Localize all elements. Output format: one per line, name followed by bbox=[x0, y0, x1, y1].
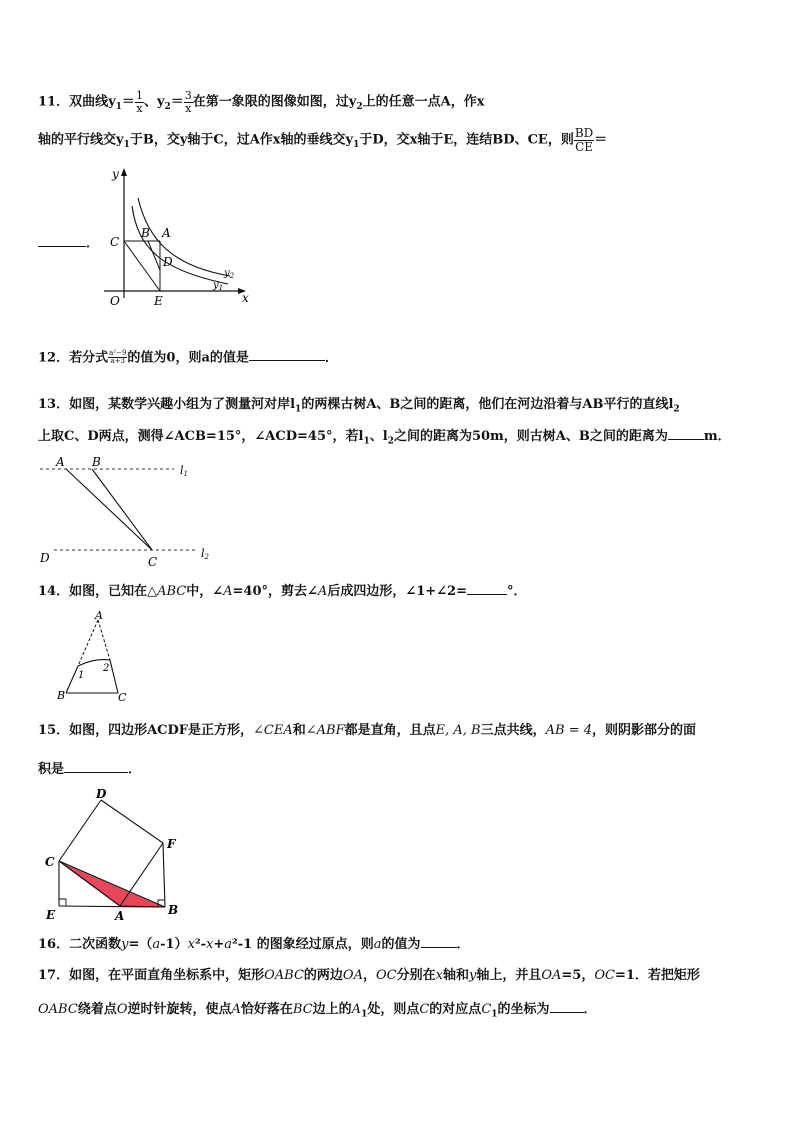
q11-text: 于D，交x轴于E，连结BD、CE，则 bbox=[359, 132, 574, 148]
q15-math: ∠ABF bbox=[305, 723, 345, 738]
q11-sub: 1 bbox=[115, 102, 122, 113]
q16-period: ． bbox=[456, 937, 470, 952]
q17-text: ， bbox=[362, 968, 376, 983]
q11-eq: ＝ bbox=[121, 94, 135, 110]
q14-text: 后成四边形，∠1+∠2= bbox=[327, 584, 467, 599]
q15-text: ，则阴影部分的面 bbox=[592, 723, 697, 738]
q17-math: OA bbox=[541, 968, 562, 983]
q12-period: ． bbox=[324, 350, 338, 366]
q11-text: 、y bbox=[143, 94, 165, 110]
q17-math: OABC bbox=[264, 968, 304, 983]
q17-text: 轴和 bbox=[442, 968, 469, 983]
frac-num: 3 bbox=[184, 89, 192, 102]
q11-eq: ＝ bbox=[594, 132, 608, 148]
q13-unit: m． bbox=[703, 429, 731, 444]
frac-num: a²−9 bbox=[109, 349, 127, 357]
q14-text: 中，∠ bbox=[186, 584, 224, 599]
label-l2: l2 bbox=[201, 547, 209, 561]
q17-text: 逆时针旋转，使点 bbox=[127, 1002, 232, 1017]
q16-text: 二次函数 bbox=[69, 937, 122, 952]
q17-text: 如图，在平面直角坐标系中，矩形 bbox=[69, 968, 265, 983]
label-y1: $y_1$ bbox=[213, 280, 224, 292]
q16-math: x bbox=[206, 937, 214, 952]
q16-text: 的值为 bbox=[381, 937, 421, 952]
q16-line bbox=[38, 937, 470, 951]
q17-math: A bbox=[351, 1002, 362, 1017]
label-C: C bbox=[118, 691, 127, 704]
q12-text: 若分式 bbox=[69, 350, 109, 366]
label-A: A bbox=[56, 455, 65, 469]
q11-number: 11． bbox=[38, 94, 70, 110]
label-y2: $y_2$ bbox=[224, 268, 235, 280]
q13-text: 、l bbox=[369, 429, 388, 444]
q11-eq: ＝ bbox=[170, 94, 184, 110]
label-E: E bbox=[46, 908, 56, 922]
q15-text: 三点共线， bbox=[480, 723, 546, 738]
q14-text: =40°，剪去∠ bbox=[232, 584, 318, 599]
q14-math: A bbox=[317, 584, 328, 599]
label-B: B bbox=[168, 903, 179, 917]
q17-text: =1．若把矩形 bbox=[614, 968, 700, 983]
label-D: D bbox=[163, 255, 173, 269]
q17-text: 的对应点 bbox=[429, 1002, 482, 1017]
q15-text: 积是 bbox=[38, 762, 65, 777]
label-B: B bbox=[57, 689, 66, 702]
q16-text: + bbox=[213, 937, 225, 952]
frac-den: x bbox=[136, 101, 143, 115]
q17-math: C bbox=[481, 1002, 492, 1017]
label-D: D bbox=[96, 787, 107, 801]
side-DF bbox=[101, 800, 163, 843]
label-E: E bbox=[154, 294, 163, 308]
q11-sub: 2 bbox=[164, 102, 171, 113]
label-C: C bbox=[45, 855, 55, 869]
q16-text: -1） bbox=[160, 937, 188, 952]
q15-text: 都是直角，且点 bbox=[344, 723, 436, 738]
label-y: y bbox=[112, 167, 119, 181]
q16-math: a bbox=[152, 937, 161, 952]
q17-math: OA bbox=[342, 968, 363, 983]
label-A: A bbox=[115, 909, 125, 923]
answer-blank[interactable] bbox=[421, 937, 457, 948]
q17-math: OC bbox=[375, 968, 397, 983]
q11-text: 在第一象限的图像如图，过y bbox=[192, 94, 357, 110]
q11-text: 上的任意一点A，作x bbox=[362, 94, 485, 110]
label-angle-1: 1 bbox=[78, 670, 85, 681]
label-A: A bbox=[162, 226, 171, 240]
q17-math: A bbox=[231, 1002, 241, 1017]
q17-text: 分别在 bbox=[396, 968, 436, 983]
q13-text: 之间的距离为50m，则古树A、B之间的距离为 bbox=[393, 429, 668, 444]
q16-text: =（ bbox=[128, 937, 153, 952]
q14-math: A bbox=[223, 584, 233, 599]
q15-number: 15． bbox=[38, 723, 70, 738]
q17-math: OC bbox=[594, 968, 615, 983]
q15-math: ∠CEA bbox=[253, 723, 293, 738]
q11-period: ． bbox=[86, 236, 100, 251]
q17-text: 恰好落在 bbox=[240, 1002, 293, 1017]
label-A: A bbox=[95, 609, 103, 622]
q17-text: 轴上，并且 bbox=[476, 968, 542, 983]
q17-line2 bbox=[38, 1002, 597, 1020]
q11-text: 双曲线y bbox=[69, 94, 116, 110]
right-angle-E bbox=[59, 899, 66, 906]
label-F: F bbox=[167, 837, 176, 851]
q14-text: 如图，已知在△ bbox=[69, 584, 158, 599]
q14-number: 14． bbox=[38, 584, 70, 599]
q16-math: x bbox=[187, 937, 195, 952]
q15-math: E, A, B bbox=[435, 723, 481, 738]
q17-text: 边上的 bbox=[312, 1002, 352, 1017]
q13-text: 如图，某数学兴趣小组为了测量河对岸l bbox=[69, 397, 296, 412]
q17-math: C bbox=[419, 1002, 430, 1017]
q13-sub: 2 bbox=[673, 404, 680, 415]
q17-text: 的两边 bbox=[303, 968, 343, 983]
q11-sub: 1 bbox=[353, 140, 360, 151]
frac-num: 1 bbox=[135, 89, 143, 102]
q17-text: 处，则点 bbox=[367, 1002, 420, 1017]
q16-math: a bbox=[373, 937, 382, 952]
frac-den: CE bbox=[575, 139, 594, 154]
q15-text: 如图，四边形ACDF是正方形， bbox=[69, 723, 254, 738]
q11-sub: 2 bbox=[356, 102, 363, 113]
q15-text: 和 bbox=[292, 723, 306, 738]
q16-text: ²- bbox=[194, 937, 207, 952]
q17-math: OABC bbox=[38, 1002, 78, 1017]
q17-number: 17． bbox=[38, 968, 70, 983]
label-x: x bbox=[242, 291, 249, 305]
q11-text: 于B，交y轴于C，过A作x轴的垂线交y bbox=[129, 132, 354, 148]
q14-unit: °． bbox=[506, 584, 527, 599]
q13-sub: 1 bbox=[363, 436, 370, 447]
label-B: B bbox=[92, 455, 101, 469]
q17-sub: 1 bbox=[361, 1009, 368, 1020]
q12-number: 12． bbox=[38, 350, 70, 366]
q16-math: y bbox=[121, 937, 129, 952]
label-D: D bbox=[40, 551, 50, 565]
label-O: O bbox=[110, 294, 120, 308]
label-angle-2: 2 bbox=[103, 663, 110, 674]
q16-number: 16． bbox=[38, 937, 70, 952]
frac-den: a+3 bbox=[110, 357, 126, 366]
label-l1: l1 bbox=[180, 464, 188, 478]
q17-sub: 1 bbox=[491, 1009, 498, 1020]
q17-line1 bbox=[38, 969, 700, 982]
q13-text: 上取C、D两点，测得∠ACB=15°，∠ACD=45°，若l bbox=[38, 429, 364, 444]
q17-math: BC bbox=[292, 1002, 313, 1017]
q14-math: ABC bbox=[157, 584, 187, 599]
q15-period: ． bbox=[128, 762, 142, 777]
q13-sub: 2 bbox=[387, 436, 394, 447]
q17-math: x bbox=[435, 968, 443, 983]
label-B: B bbox=[141, 226, 150, 240]
q13-number: 13． bbox=[38, 397, 70, 412]
segment-FB bbox=[163, 843, 165, 907]
q17-period: ． bbox=[583, 1002, 597, 1017]
q16-math: a bbox=[224, 937, 233, 952]
q15-math: AB = 4 bbox=[545, 723, 592, 738]
frac-num: BD bbox=[574, 126, 594, 140]
q17-text: 的坐标为 bbox=[497, 1002, 550, 1017]
q13-sub: 1 bbox=[295, 404, 302, 415]
q16-text: ²-1 的图象经过原点，则 bbox=[232, 937, 374, 952]
q17-math: O bbox=[116, 1002, 128, 1017]
q17-text: =5， bbox=[561, 968, 595, 983]
q12-text: 的值为0，则a的值是 bbox=[127, 350, 249, 366]
label-C: C bbox=[110, 235, 120, 249]
q11-text: 轴的平行线交y bbox=[38, 132, 124, 148]
frac-den: x bbox=[185, 101, 192, 115]
label-C: C bbox=[148, 555, 158, 569]
answer-blank[interactable] bbox=[550, 1002, 584, 1013]
side-CD bbox=[59, 800, 101, 861]
q11-sub: 1 bbox=[123, 140, 130, 151]
q17-math: y bbox=[468, 968, 477, 983]
q13-text: 的两棵古树A、B之间的距离，他们在河边沿着与AB平行的直线l bbox=[301, 397, 674, 412]
q17-text: 绕着点 bbox=[77, 1002, 117, 1017]
